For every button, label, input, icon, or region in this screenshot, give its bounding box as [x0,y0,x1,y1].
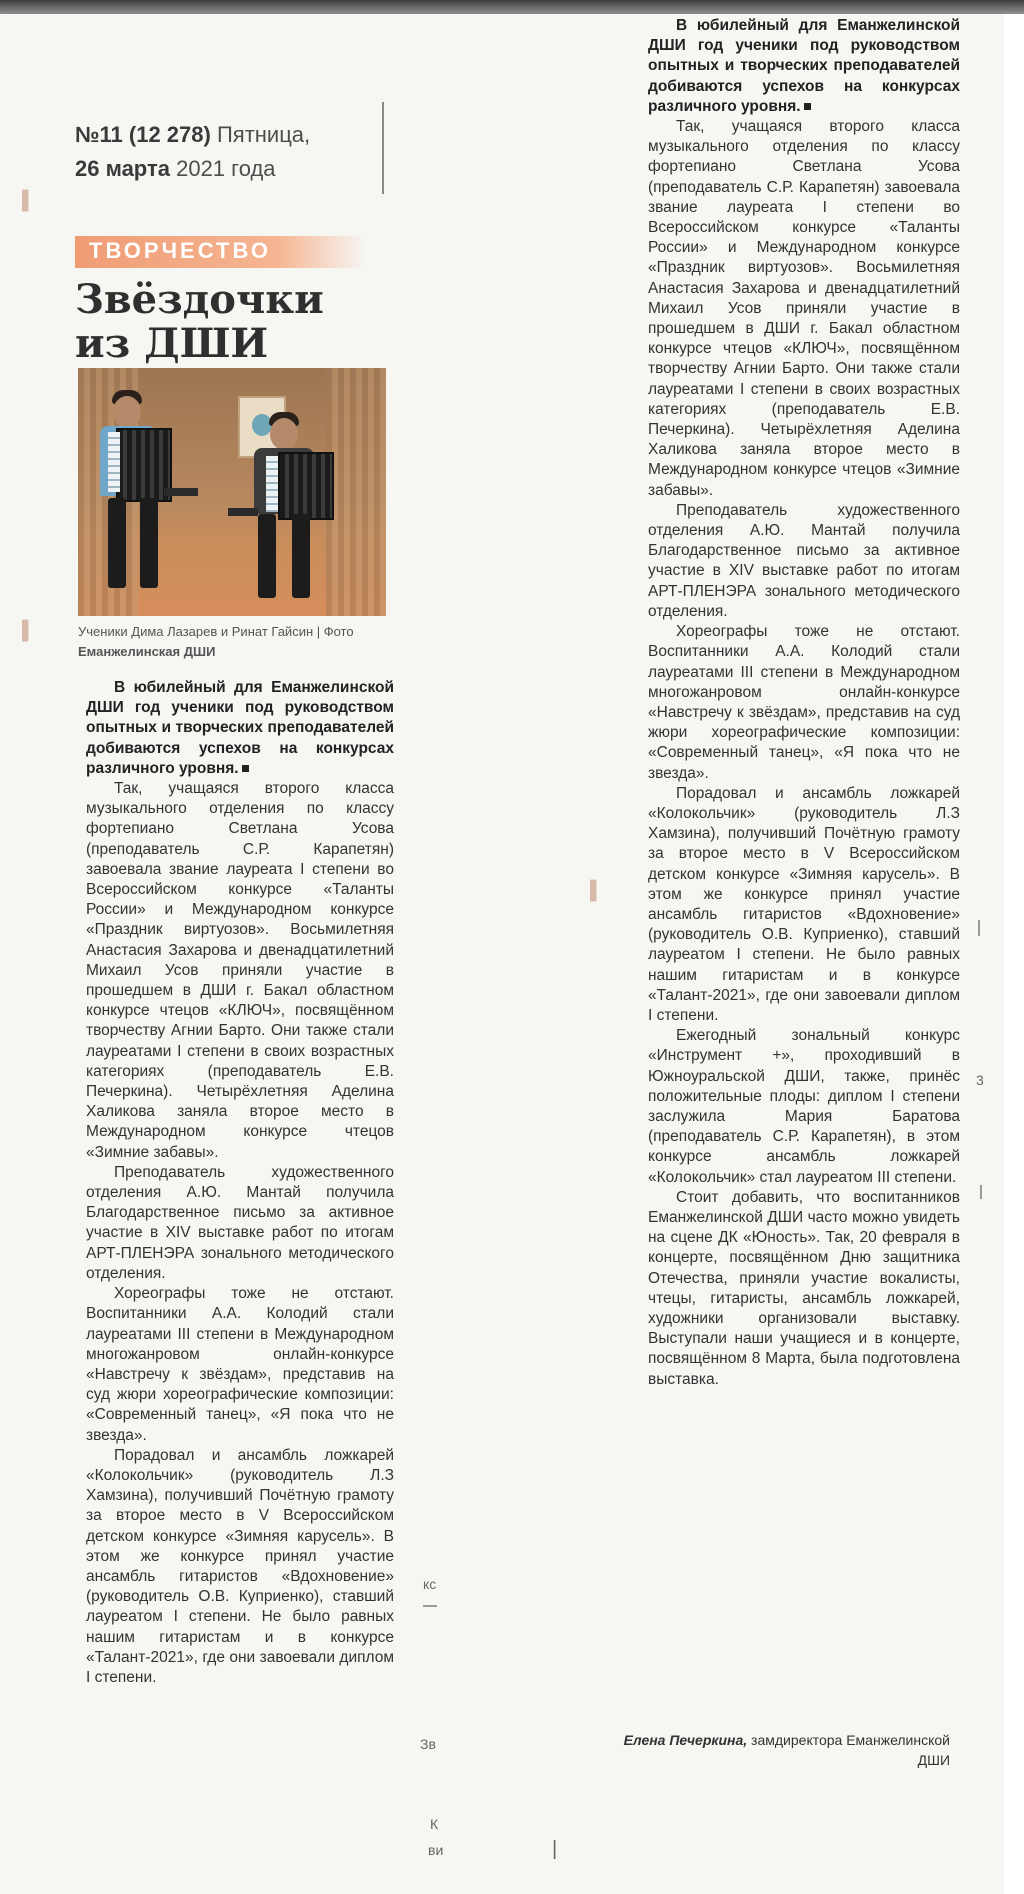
title-line-2: из ДШИ [75,320,269,367]
article-lead-text: В юбилейный для Еманжелинской ДШИ год ученики под руководством опытных и творческих преподавателей добиваются успехов на конкурсах различного уровня. [86,679,394,777]
boy1-leg [140,498,158,588]
issue-date: 26 марта [75,156,170,181]
article-paragraph: Преподаватель художественного отделения А.Ю. Мантай получила Благодарственное письмо за активное участие в XIV выставке работ по итогам АРТ-ПЛЕНЭРА зонального методического отделения. [86,1163,394,1282]
issue-number: №11 (12 278) [75,122,211,147]
neighbor-fragment: Зв [420,1736,436,1752]
chair [164,488,198,496]
article-lead-text: В юбилейный для Еманжелинской ДШИ год ученики под руководством опытных и творческих преподавателей добиваются успехов на конкурсах различного уровня. [648,17,960,115]
boy1-leg [108,498,126,588]
show-through-mark: ▌ [22,190,35,210]
article-paragraph: Порадовал и ансамбль ложкарей «Колокольчик» (руководитель Л.З Хамзина), получивший Почётную грамоту за второе место в V Всероссийском детском конкурсе «Зимняя карусель». В этом же конкурсе принял участие ансамбль гитаристов «Вдохновение» (руководитель О.В. Куприенко), ставший лауреатом I степени. Не было равных нашим гитаристам и в конкурсе «Талант-2021», где они завоевали диплом I степени. [648,784,960,1024]
article-column-left [86,678,394,1878]
article-paragraph: Ежегодный зональный конкурс «Инструмент +», проходивший в Южноуральской ДШИ, также, принёс положительные плоды: диплом I степени заслужила Мария Баратова (преподаватель С.Р. Карапетян), в этом конкурсе ансамбль ложкарей «Колокольчик» стал лауреатом III степени. [648,1027,960,1186]
header-divider [382,102,384,194]
boy2-leg [292,514,310,598]
article-lead [86,678,394,779]
rubric-label: ТВОРЧЕСТВО [89,238,271,263]
neighbor-fragment: К [430,1816,439,1832]
author-role: замдиректора Еманжелинской ДШИ [751,1732,950,1768]
article-signature [600,1730,950,1770]
neighbor-fragment: кс [423,1576,437,1592]
boy2-leg [258,514,276,598]
article-paragraph: Так, учащаяся второго класса музыкального отделения по классу фортепиано Светлана Усова (преподаватель С.Р. Карапетян) завоевала звание лауреата I степени во Всероссийском конкурсе «Таланты России» и Международном конкурсе «Праздник виртуозов». Восьмилетняя Анастасия Захарова и двенадцатилетний Михаил Усов приняли участие в прошедшем в ДШИ г. Бакал областном конкурсе чтецов «КЛЮЧ», посвящённом творчеству Агнии Барто. Они также стали лауреатами I степени в своих возрастных категориях (преподаватель Е.В. Печеркина). Четырёхлетняя Аделина Халикова заняла второе место в Международном конкурсе чтецов «Зимние забавы». [648,118,960,499]
rubric-banner [75,236,365,268]
article-photo [78,368,386,616]
article-paragraph: Преподаватель художественного отделения А.Ю. Мантай получила Благодарственное письмо за активное участие в XIV выставке работ по итогам АРТ-ПЛЕНЭРА зонального методического отделения. [648,501,960,620]
neighbor-rule [980,1185,982,1199]
article-column-right [648,16,960,1390]
article-paragraph: Хореографы тоже не отстают. Воспитанники А.А. Колодий стали лауреатами III степени в Международном многожанровом онлайн-конкурсе «Навстречу к звёздам», представив на суд жюри хореографические композиции: «Современный танец», «Я пока что не звезда». [86,1285,394,1444]
neighbor-rule [978,920,980,936]
article-paragraph: Порадовал и ансамбль ложкарей «Колокольчик» (руководитель Л.З Хамзина), получивший Почётную грамоту за второе место в V Всероссийском детском конкурсе «Зимняя карусель». В этом же конкурсе принял участие ансамбль гитаристов «Вдохновение» (руководитель О.В. Куприенко), ставший лауреатом I степени. Не было равных нашим гитаристам и в конкурсе «Талант-2021», где они завоевали диплом I степени. [86,1446,394,1686]
issue-info [75,118,385,186]
neighbor-fragment: ви [428,1842,444,1858]
boy2-head [270,418,298,450]
boy1-accordion-keys [108,432,120,492]
neighbor-fragment: | [552,1838,558,1860]
boy2-accordion [278,452,334,520]
boy2-accordion-keys [266,456,278,512]
neighbor-rule [423,1605,437,1607]
article-paragraph: Хореографы тоже не отстают. Воспитанники А.А. Колодий стали лауреатами III степени в Международном многожанровом онлайн-конкурсе «Навстречу к звёздам», представив на суд жюри хореографические композиции: «Современный танец», «Я пока что не звезда». [648,623,960,782]
neighbor-fragment: 3 [976,1072,984,1088]
boy1-head [113,396,141,428]
caption-source: Еманжелинская ДШИ [78,644,216,659]
issue-year: 2021 года [176,156,276,181]
author-name: Елена Печеркина, [623,1732,748,1748]
article-paragraph: Стоит добавить, что воспитанников Еманжелинской ДШИ часто можно увидеть на сцене ДК «Юность». Так, 20 февраля в концерте, посвящённом Дню защитника Отечества, приняли участие вокалисты, чтецы, гитаристы, ансамбль ложкарей, художники организовали выставку. Выступали наши учащиеся и в концерте, посвящённом 8 Марта, была подготовлена выставка. [648,1188,960,1388]
issue-weekday: Пятница, [216,122,311,147]
article-title [75,278,405,366]
lead-end-square [804,103,811,110]
caption-text: Ученики Дима Лазарев и Ринат Гайсин | Фото [78,624,354,639]
show-through-mark: ▌ [22,620,35,640]
scan-margin [1004,14,1024,1894]
chair [228,508,258,516]
show-through-mark: ▌ [590,880,603,900]
photo-curtain [326,368,386,616]
lead-end-square [242,765,249,772]
photo-caption [78,622,398,662]
title-line-1: Звёздочки [75,276,324,323]
article-lead [648,16,960,117]
article-paragraph: Так, учащаяся второго класса музыкального отделения по классу фортепиано Светлана Усова (преподаватель С.Р. Карапетян) завоевала звание лауреата I степени во Всероссийском конкурсе «Таланты России» и Международном конкурсе «Праздник виртуозов». Восьмилетняя Анастасия Захарова и двенадцатилетний Михаил Усов приняли участие в прошедшем в ДШИ г. Бакал областном конкурсе чтецов «КЛЮЧ», посвящённом творчеству Агнии Барто. Они также стали лауреатами I степени в своих возрастных категориях (преподаватель Е.В. Печеркина). Четырёхлетняя Аделина Халикова заняла второе место в Международном конкурсе чтецов «Зимние забавы». [86,780,394,1161]
